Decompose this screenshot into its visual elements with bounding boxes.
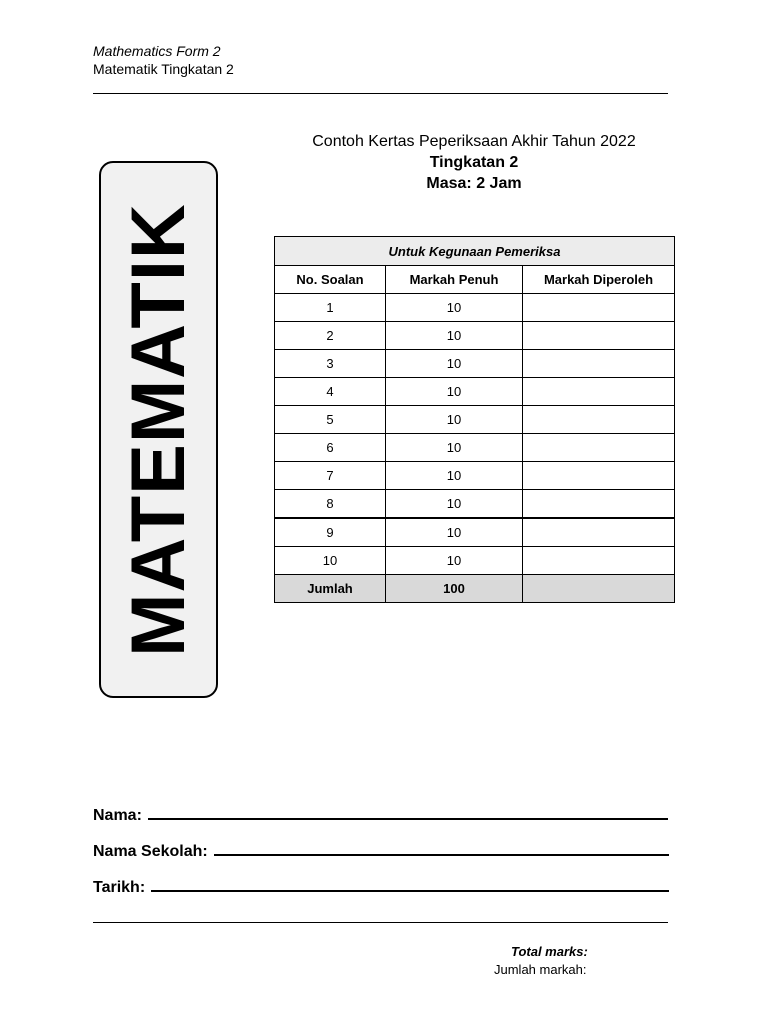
- question-number: 10: [275, 547, 386, 575]
- exam-title-line2: Tingkatan 2: [429, 154, 519, 171]
- full-marks: 10: [386, 350, 523, 378]
- table-row: [275, 294, 675, 322]
- school-name-label: Nama Sekolah:: [93, 843, 208, 860]
- col-header-marks-obtained: Markah Diperoleh: [523, 266, 675, 294]
- date-label: Tarikh:: [93, 879, 146, 896]
- marks-obtained-cell[interactable]: [523, 462, 675, 490]
- subject-side-banner: [99, 161, 218, 698]
- total-marks-label-en: Total marks:: [511, 944, 588, 959]
- table-row: [275, 322, 675, 350]
- total-full-marks: 100: [386, 575, 523, 603]
- subject-side-label: MATEMATIK: [115, 202, 201, 657]
- marks-obtained-cell[interactable]: [523, 294, 675, 322]
- table-row: [275, 406, 675, 434]
- name-underline[interactable]: [148, 804, 668, 820]
- question-number: 5: [275, 406, 386, 434]
- marks-obtained-cell[interactable]: [523, 322, 675, 350]
- question-number: 8: [275, 490, 386, 519]
- table-row: [275, 518, 675, 547]
- question-number: 7: [275, 462, 386, 490]
- exam-title: [274, 131, 674, 194]
- header-rule: [93, 93, 668, 94]
- table-caption: Untuk Kegunaan Pemeriksa: [275, 237, 675, 266]
- header-subject-en: Mathematics Form 2: [93, 43, 221, 59]
- table-row: [275, 434, 675, 462]
- date-field[interactable]: [93, 876, 669, 897]
- table-row: [275, 350, 675, 378]
- school-name-underline[interactable]: [214, 840, 669, 856]
- question-number: 1: [275, 294, 386, 322]
- full-marks: 10: [386, 434, 523, 462]
- table-row: [275, 378, 675, 406]
- name-label: Nama:: [93, 807, 142, 824]
- table-row: [275, 490, 675, 519]
- full-marks: 10: [386, 462, 523, 490]
- footer-rule: [93, 922, 668, 923]
- marks-obtained-cell[interactable]: [523, 547, 675, 575]
- marks-obtained-cell[interactable]: [523, 434, 675, 462]
- total-label: Jumlah: [275, 575, 386, 603]
- table-row: [275, 462, 675, 490]
- full-marks: 10: [386, 322, 523, 350]
- marks-obtained-cell[interactable]: [523, 406, 675, 434]
- exam-duration: Masa: 2 Jam: [426, 175, 522, 192]
- table-total-row: [275, 575, 675, 603]
- marks-obtained-cell[interactable]: [523, 518, 675, 547]
- full-marks: 10: [386, 518, 523, 547]
- question-number: 3: [275, 350, 386, 378]
- full-marks: 10: [386, 547, 523, 575]
- marks-obtained-cell[interactable]: [523, 490, 675, 519]
- full-marks: 10: [386, 294, 523, 322]
- date-underline[interactable]: [151, 876, 669, 892]
- question-number: 9: [275, 518, 386, 547]
- marks-obtained-cell[interactable]: [523, 350, 675, 378]
- full-marks: 10: [386, 490, 523, 519]
- total-marks-label-my: Jumlah markah:: [494, 962, 587, 977]
- marks-obtained-cell[interactable]: [523, 378, 675, 406]
- col-header-full-marks: Markah Penuh: [386, 266, 523, 294]
- col-header-question: No. Soalan: [275, 266, 386, 294]
- total-marks-obtained-cell[interactable]: [523, 575, 675, 603]
- header-subject-my: Matematik Tingkatan 2: [93, 61, 234, 77]
- full-marks: 10: [386, 378, 523, 406]
- question-number: 2: [275, 322, 386, 350]
- full-marks: 10: [386, 406, 523, 434]
- school-name-field[interactable]: [93, 840, 669, 861]
- examiner-marks-table: [274, 236, 675, 603]
- name-field[interactable]: [93, 804, 668, 825]
- table-row: [275, 547, 675, 575]
- exam-title-line1: Contoh Kertas Peperiksaan Akhir Tahun 2022: [312, 133, 636, 150]
- question-number: 4: [275, 378, 386, 406]
- question-number: 6: [275, 434, 386, 462]
